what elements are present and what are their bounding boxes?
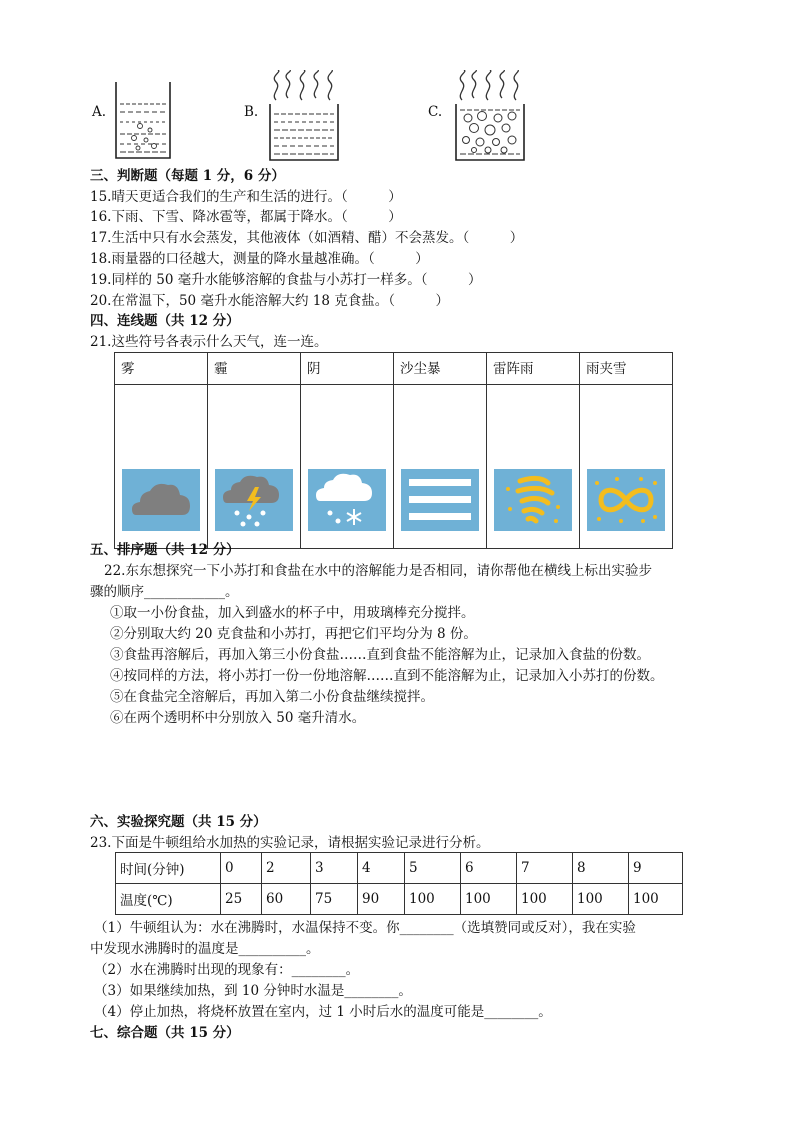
question-23-3: （3）如果继续加热，到 10 分钟时水温是________。	[94, 983, 412, 999]
option-c-label: C.	[428, 104, 443, 120]
section4-heading: 四、连线题（共 12 分）	[90, 313, 240, 329]
overcast-cloud-icon	[122, 469, 200, 531]
question-23-1-line1: （1）牛顿组认为：水在沸腾时，水温保持不变。你________（选填赞同或反对），我在实验	[94, 920, 636, 936]
table-cell: 100	[405, 884, 461, 915]
question-22-line1: 22.东东想探究一下小苏打和食盐在水中的溶解能力是否相同，请你帮他在横线上标出实验步	[104, 563, 652, 579]
table-row	[116, 884, 683, 915]
table-cell: 7	[517, 853, 573, 884]
weather-name-overcast: 阴	[301, 353, 394, 385]
section5-heading: 五、排序题（共 12 分）	[90, 542, 240, 558]
section6-heading: 六、实验探究题（共 15 分）	[90, 814, 267, 830]
step-4: ④按同样的方法，将小苏打一份一份地溶解……直到不能溶解为止，记录加入小苏打的份数。	[110, 668, 664, 684]
weather-name-sleet: 雨夹雪	[580, 353, 673, 385]
question-18: 18.雨量器的口径越大，测量的降水量越准确。（ ）	[90, 251, 429, 267]
step-6: ⑥在两个透明杯中分别放入 50 毫升清水。	[110, 710, 366, 726]
weather-matching-table	[114, 352, 673, 549]
symbol-cell-6	[580, 385, 673, 549]
table-cell: 100	[573, 884, 629, 915]
symbol-cell-4	[394, 385, 487, 549]
table-cell: 0	[221, 853, 262, 884]
question-17: 17.生活中只有水会蒸发，其他液体（如酒精、醋）不会蒸发。（ ）	[90, 230, 524, 246]
option-a-label: A.	[92, 104, 107, 120]
symbol-cell-5	[487, 385, 580, 549]
section7-heading: 七、综合题（共 15 分）	[90, 1025, 240, 1041]
table-cell: 5	[405, 853, 461, 884]
question-23-4: （4）停止加热，将烧杯放置在室内，过 1 小时后水的温度可能是________。	[94, 1004, 552, 1020]
beaker-a-figure	[110, 74, 176, 162]
symbol-cell-2	[208, 385, 301, 549]
table-cell: 8	[573, 853, 629, 884]
option-b-label: B.	[244, 104, 259, 120]
question-21: 21.这些符号各表示什么天气，连一连。	[90, 334, 328, 350]
step-2: ②分别取大约 20 克食盐和小苏打，再把它们平均分为 8 份。	[110, 626, 477, 642]
table-cell: 3	[311, 853, 358, 884]
question-23: 23.下面是牛顿组给水加热的实验记录，请根据实验记录进行分析。	[90, 835, 490, 851]
fog-icon	[401, 469, 479, 531]
temp-row-label: 温度(℃)	[116, 884, 221, 915]
step-5: ⑤在食盐完全溶解后，再加入第二小份食盐继续搅拌。	[110, 689, 434, 705]
section3-heading: 三、判断题（每题 1 分，6 分）	[90, 168, 285, 184]
step-1: ①取一小份食盐，加入到盛水的杯子中，用玻璃棒充分搅拌。	[110, 605, 475, 621]
table-cell: 60	[262, 884, 311, 915]
question-19: 19.同样的 50 毫升水能够溶解的食盐与小苏打一样多。（ ）	[90, 272, 482, 288]
table-cell: 100	[629, 884, 683, 915]
haze-icon	[587, 469, 665, 531]
question-23-2: （2）水在沸腾时出现的现象有：________。	[94, 962, 360, 978]
sleet-icon	[308, 469, 386, 531]
symbol-cell-3	[301, 385, 394, 549]
beaker-b-figure	[262, 70, 348, 164]
weather-name-haze: 霾	[208, 353, 301, 385]
table-row	[116, 853, 683, 884]
symbol-cell-1	[115, 385, 208, 549]
table-cell: 4	[358, 853, 405, 884]
sandstorm-icon	[494, 469, 572, 531]
weather-name-thunderstorm: 雷阵雨	[487, 353, 580, 385]
question-15: 15.晴天更适合我们的生产和生活的进行。（ ）	[90, 189, 402, 205]
table-cell: 75	[311, 884, 358, 915]
weather-name-fog: 雾	[115, 353, 208, 385]
question-16: 16.下雨、下雪、降冰雹等，都属于降水。（ ）	[90, 209, 402, 225]
question-22-line2: 骤的顺序____________。	[90, 584, 239, 600]
table-cell: 90	[358, 884, 405, 915]
question-20: 20.在常温下，50 毫升水能溶解大约 18 克食盐。（ ）	[90, 293, 449, 309]
table-cell: 9	[629, 853, 683, 884]
weather-name-sandstorm: 沙尘暴	[394, 353, 487, 385]
heating-record-table	[115, 852, 683, 915]
step-3: ③食盐再溶解后，再加入第三小份食盐……直到食盐不能溶解为止，记录加入食盐的份数。	[110, 647, 650, 663]
table-cell: 100	[517, 884, 573, 915]
table-cell: 100	[461, 884, 517, 915]
time-row-label: 时间(分钟)	[116, 853, 221, 884]
table-cell: 25	[221, 884, 262, 915]
table-cell: 6	[461, 853, 517, 884]
thunderstorm-icon	[215, 469, 293, 531]
table-cell: 2	[262, 853, 311, 884]
beaker-c-figure	[448, 70, 534, 164]
question-23-1-line2: 中发现水沸腾时的温度是__________。	[90, 941, 320, 957]
